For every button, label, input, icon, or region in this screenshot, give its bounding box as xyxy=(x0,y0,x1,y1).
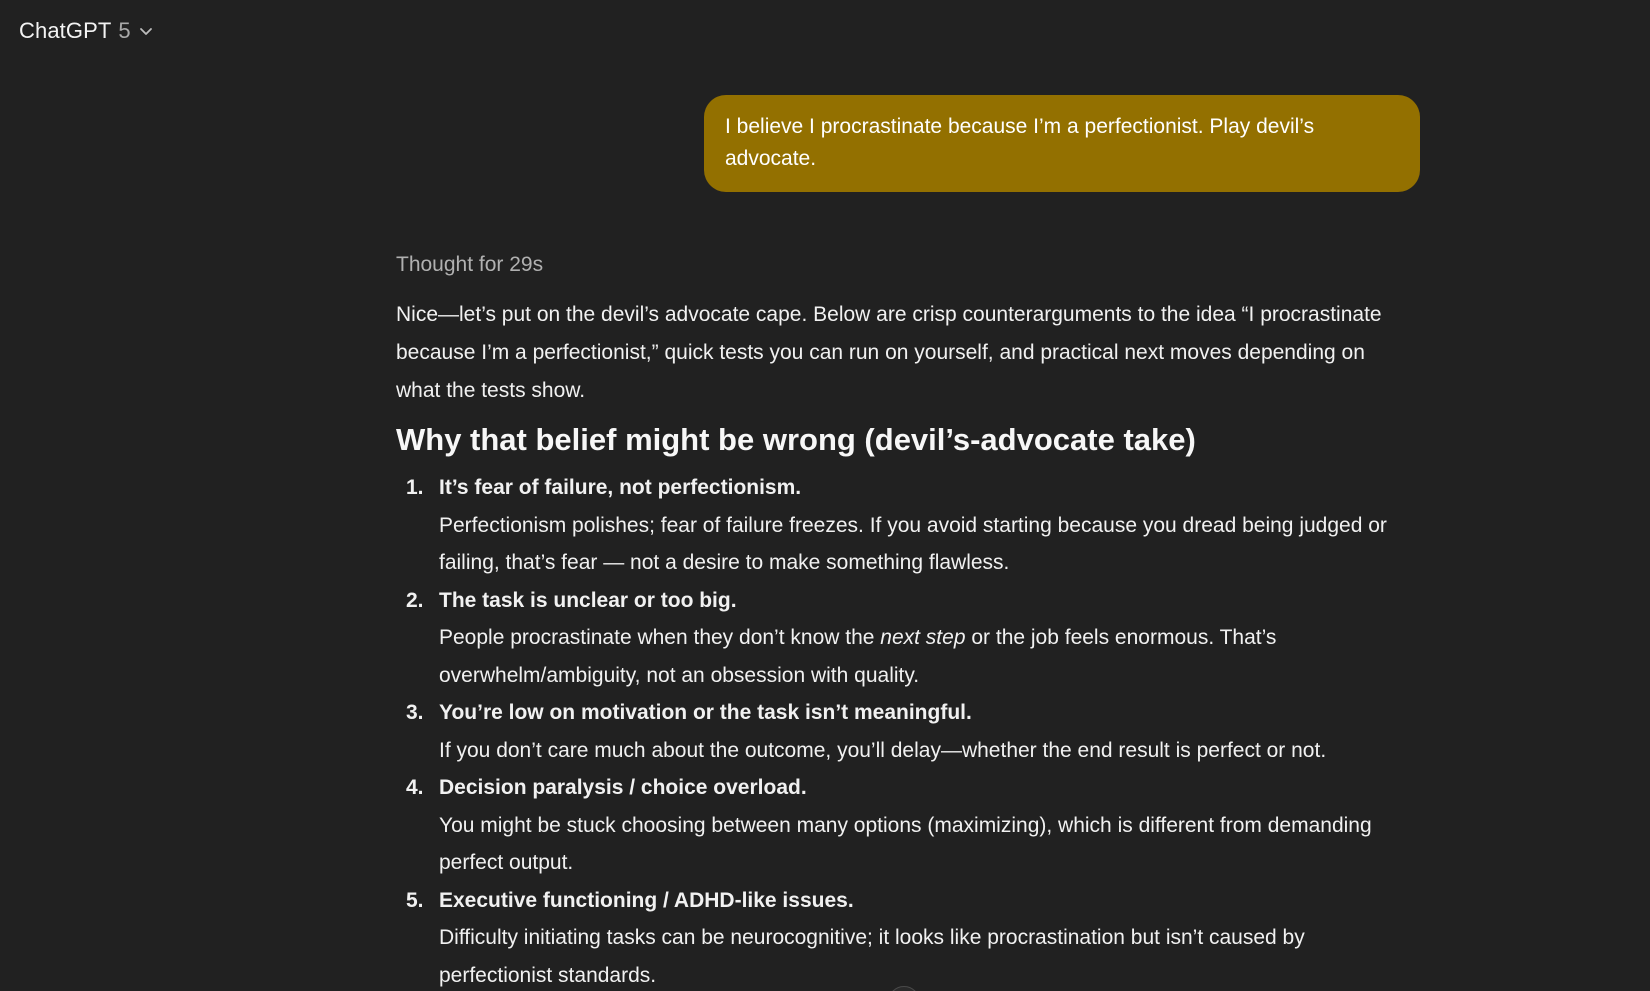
point-body: Difficulty initiating tasks can be neurocognitive; it looks like procrastination but isn’t caused by perfectionist standards. xyxy=(439,926,1305,987)
assistant-message xyxy=(396,246,1406,991)
model-version: 5 xyxy=(118,18,131,43)
section-heading: Why that belief might be wrong (devil’s-advocate take) xyxy=(396,422,1196,457)
list-item xyxy=(396,694,1406,769)
list-item xyxy=(396,469,1406,582)
model-name: ChatGPT xyxy=(19,18,112,43)
point-body: If you don’t care much about the outcome, you’ll delay—whether the end result is perfect or not. xyxy=(439,738,1327,762)
list-number: 5. xyxy=(406,888,424,912)
list-number: 3. xyxy=(406,701,424,724)
point-body: Perfectionism polishes; fear of failure freezes. If you avoid starting because you dread being judged or failing, that’s fear — not a desire to make something flawless. xyxy=(439,513,1387,574)
point-body-emphasis: next step xyxy=(880,626,966,649)
thought-duration-toggle[interactable]: Thought for 29s xyxy=(396,253,544,276)
list-item xyxy=(396,769,1406,882)
list-number: 1. xyxy=(406,476,424,499)
user-message-text: I believe I procrastinate because I’m a perfectionist. Play devil’s advocate. xyxy=(725,115,1315,170)
list-item xyxy=(396,882,1406,991)
point-title: The task is unclear or too big. xyxy=(439,588,737,612)
list-number: 4. xyxy=(406,776,424,799)
chevron-down-icon xyxy=(138,23,154,39)
point-body-start: People procrastinate when they don’t know the xyxy=(439,626,881,649)
point-title: You’re low on motivation or the task isn’t meaningful. xyxy=(439,701,972,724)
top-bar xyxy=(0,0,1650,62)
assistant-intro: Nice—let’s put on the devil’s advocate cape. Below are crisp counterarguments to the idea “I procrastinate because I’m a perfectionist,” quick tests you can run on yourself, and practical next moves depending on what the tests show. xyxy=(396,303,1382,402)
list-number: 2. xyxy=(406,588,424,612)
point-body-end: or the job feels enormous. That’s overwhelm/ambiguity, not an obsession with quality. xyxy=(439,626,1277,687)
point-body: You might be stuck choosing between many options (maximizing), which is different from demanding perfect output. xyxy=(439,813,1372,874)
point-title: Executive functioning / ADHD-like issues. xyxy=(439,888,854,912)
counterargument-list xyxy=(396,469,1406,991)
list-item xyxy=(396,582,1406,695)
point-title: Decision paralysis / choice overload. xyxy=(439,776,807,799)
model-switcher-button[interactable] xyxy=(10,12,163,50)
point-body xyxy=(439,619,1406,694)
user-message-bubble xyxy=(704,95,1420,192)
point-title: It’s fear of failure, not perfectionism. xyxy=(439,476,802,499)
